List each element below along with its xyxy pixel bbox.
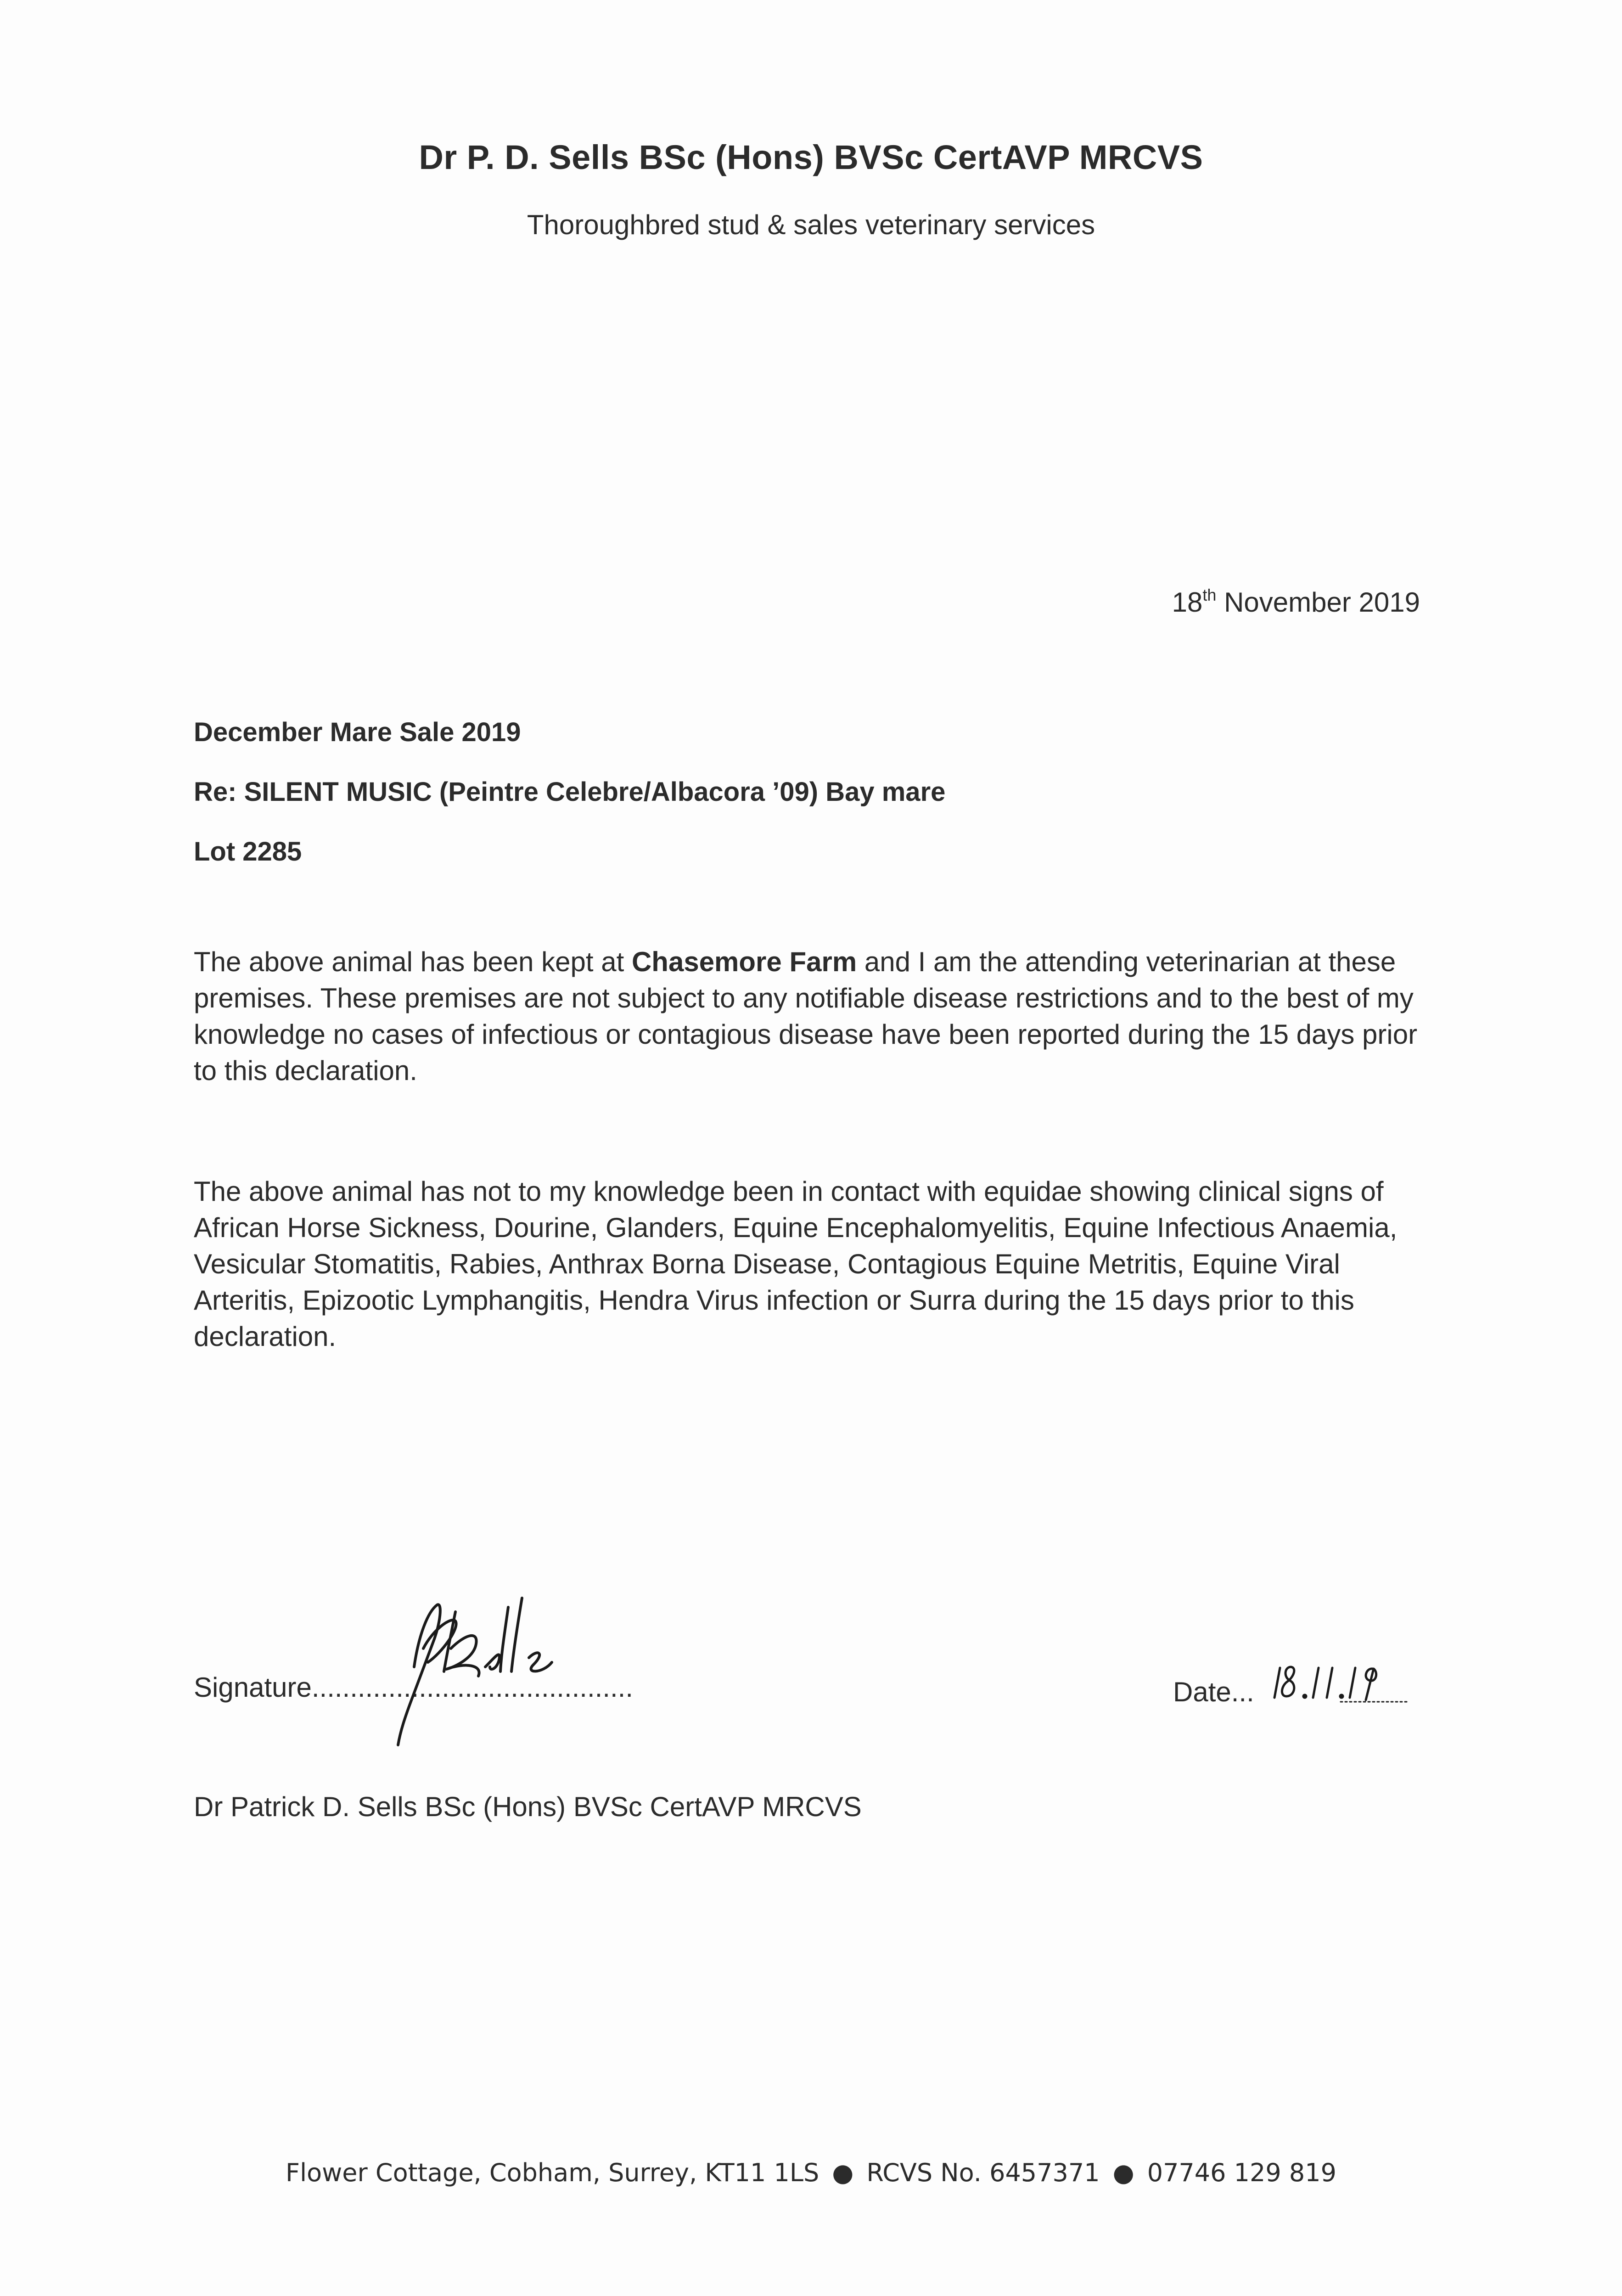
declaration-paragraph-premises <box>194 944 1433 1089</box>
footer-address: Flower Cottage, Cobham, Surrey, KT11 1LS <box>286 2158 819 2187</box>
letter-date-day: 18 <box>1172 587 1203 618</box>
letter-date-rest: November 2019 <box>1216 587 1420 618</box>
handwritten-date <box>1272 1654 1423 1705</box>
footer-bullet-1: ● <box>832 2158 854 2187</box>
handwritten-signature <box>387 1580 579 1754</box>
sale-name: December Mare Sale 2019 <box>194 717 521 747</box>
date-label: Date <box>1173 1677 1231 1707</box>
date-dots: ... <box>1231 1677 1254 1707</box>
para1-text-end: and I am the attending veterinarian at these premises. These premises are not subject to any notifiable disease restrictions and to the best of my knowledge no cases of infectious or contagious disease have been reported during the 15 days prior to this declaration. <box>194 946 1418 1086</box>
date-field <box>1173 1676 1254 1708</box>
letterhead-subtitle: Thoroughbred stud & sales veterinary services <box>527 209 1095 240</box>
footer-bullet-2: ● <box>1112 2158 1134 2187</box>
reference-block <box>194 703 945 882</box>
footer <box>0 2158 1622 2187</box>
letter-date-suffix: th <box>1202 585 1217 604</box>
signature-dots: .......................................... <box>311 1672 633 1703</box>
para1-text-start: The above animal has been kept at <box>194 946 632 977</box>
letter-date <box>1172 585 1420 618</box>
lot-number: Lot 2285 <box>194 837 302 867</box>
footer-rcvs: RCVS No. 6457371 <box>866 2158 1100 2187</box>
farm-name: Chasemore Farm <box>631 946 857 977</box>
footer-phone: 07746 129 819 <box>1147 2158 1336 2187</box>
subject-line: Re: SILENT MUSIC (Peintre Celebre/Albacora ’09) Bay mare <box>194 777 946 807</box>
declaration-paragraph-diseases: The above animal has not to my knowledge been in contact with equidae showing clinical signs of African Horse Sickness, Dourine, Glanders, Equine Encephalomyelitis, Equine Infectious Anaemia, Vesicular Stomatitis, Rabies, Anthrax Borna Disease, Contagious Equine Metritis, Equine Viral Arteritis, Epizootic Lymphangitis, Hendra Virus infection or Surra during the 15 days prior to this declaration. <box>194 1176 1398 1352</box>
letterhead-title: Dr P. D. Sells BSc (Hons) BVSc CertAVP MRCVS <box>419 138 1203 176</box>
signatory-name: Dr Patrick D. Sells BSc (Hons) BVSc CertAVP MRCVS <box>194 1791 862 1822</box>
signature-label: Signature <box>194 1672 312 1703</box>
